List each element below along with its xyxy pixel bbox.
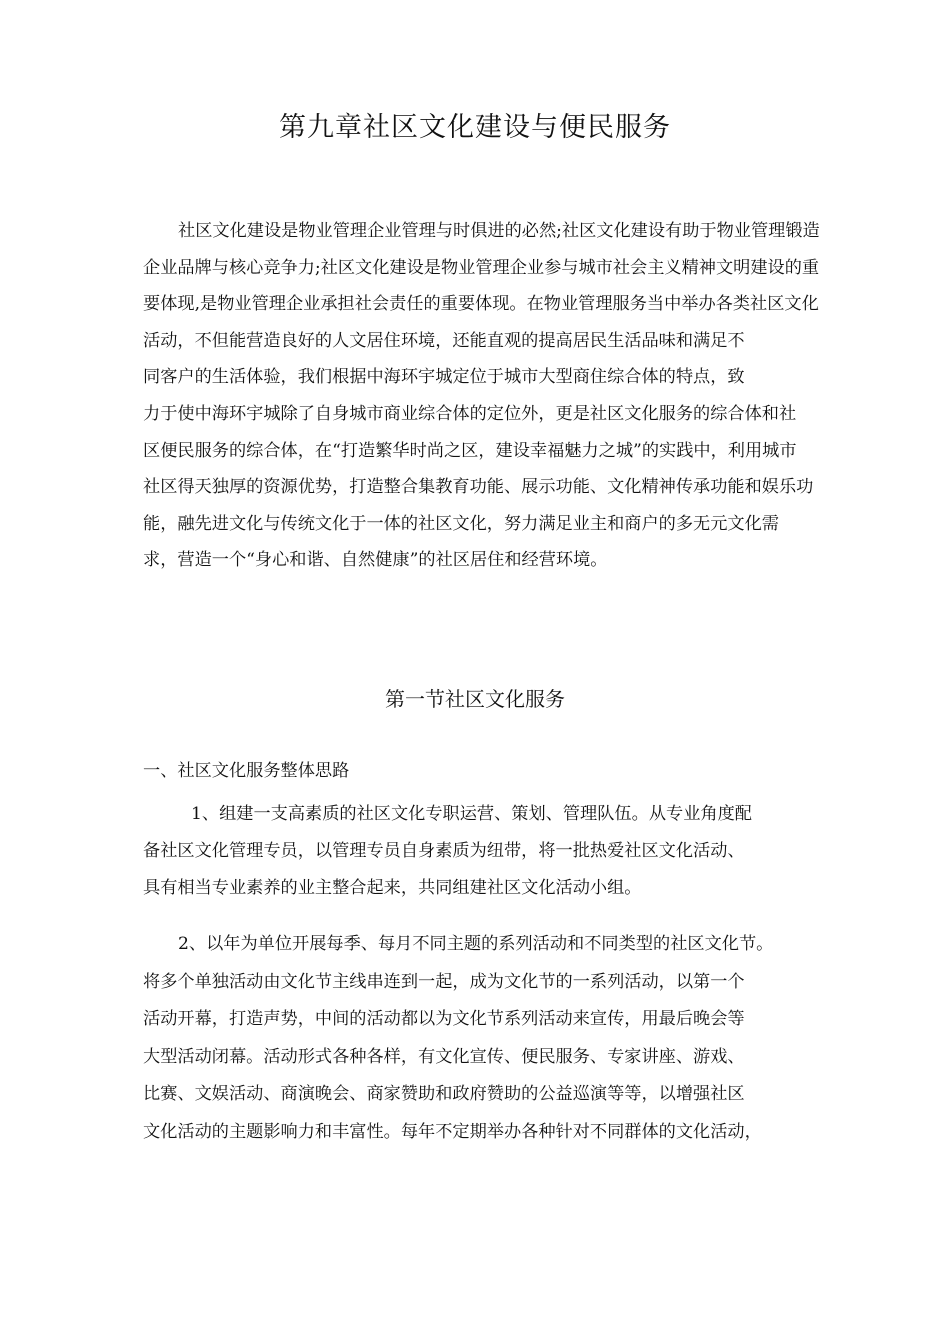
intro-line: 同客户的生活体验，我们根据中海环宇城定位于城市大型商住综合体的特点，致 [143, 367, 745, 388]
item-1-line: 具有相当专业素养的业主整合起来，共同组建社区文化活动小组。 [143, 878, 642, 898]
item-2-paragraph [143, 926, 843, 1152]
intro-line: 求，营造一个“身心和谐、自然健康”的社区居住和经营环境。 [143, 550, 608, 571]
intro-line: 社区得天独厚的资源优势，打造整合集教育功能、展示功能、文化精神传承功能和娱乐功 [143, 477, 814, 498]
item-2-line: 将多个单独活动由文化节主线串连到一起，成为文化节的一系列活动，以第一个 [143, 971, 745, 992]
item-1-paragraph [143, 796, 843, 907]
item-2-line: 大型活动闭幕。活动形式各种各样，有文化宣传、便民服务、专家讲座、游戏、 [143, 1046, 745, 1067]
subsection-heading: 一、社区文化服务整体思路 [143, 761, 350, 781]
section-title: 第一节社区文化服务 [385, 687, 565, 711]
intro-line: 能，融先进文化与传统文化于一体的社区文化，努力满足业主和商户的多无元文化需 [143, 513, 779, 534]
item-2-line: 比赛、文娱活动、商演晚会、商家赞助和政府赞助的公益巡演等等，以增强社区 [143, 1084, 745, 1105]
intro-line: 力于使中海环宇城除了自身城市商业综合体的定位外，更是社区文化服务的综合体和社 [143, 403, 797, 424]
intro-paragraph [143, 213, 843, 579]
intro-line: 要体现,是物业管理企业承担社会责任的重要体现。在物业管理服务当中举办各类社区文化 [143, 294, 819, 315]
item-2-line: 活动开幕，打造声势，中间的活动都以为文化节系列活动来宣传，用最后晚会等 [143, 1009, 745, 1030]
item-1-line: 1、组建一支高素质的社区文化专职运营、策划、管理队伍。从专业角度配 [191, 804, 752, 824]
intro-line: 社区文化建设是物业管理企业管理与时俱进的必然;社区文化建设有助于物业管理锻造 [178, 221, 820, 241]
intro-line: 活动，不但能营造良好的人文居住环境，还能直观的提高居民生活品味和满足不 [143, 330, 745, 351]
item-2-line: 2、以年为单位开展每季、每月不同主题的系列活动和不同类型的社区文化节。 [178, 934, 774, 954]
item-2-line: 文化活动的主题影响力和丰富性。每年不定期举办各种针对不同群体的文化活动， [143, 1121, 762, 1142]
intro-line: 企业品牌与核心竞争力;社区文化建设是物业管理企业参与城市社会主义精神文明建设的重 [143, 257, 820, 278]
chapter-title: 第九章社区文化建设与便民服务 [279, 112, 671, 143]
item-1-line: 备社区文化管理专员，以管理专员自身素质为纽带，将一批热爱社区文化活动、 [143, 841, 745, 861]
intro-line: 区便民服务的综合体，在“打造繁华时尚之区，建设幸福魅力之城”的实践中，利用城市 [143, 440, 797, 461]
